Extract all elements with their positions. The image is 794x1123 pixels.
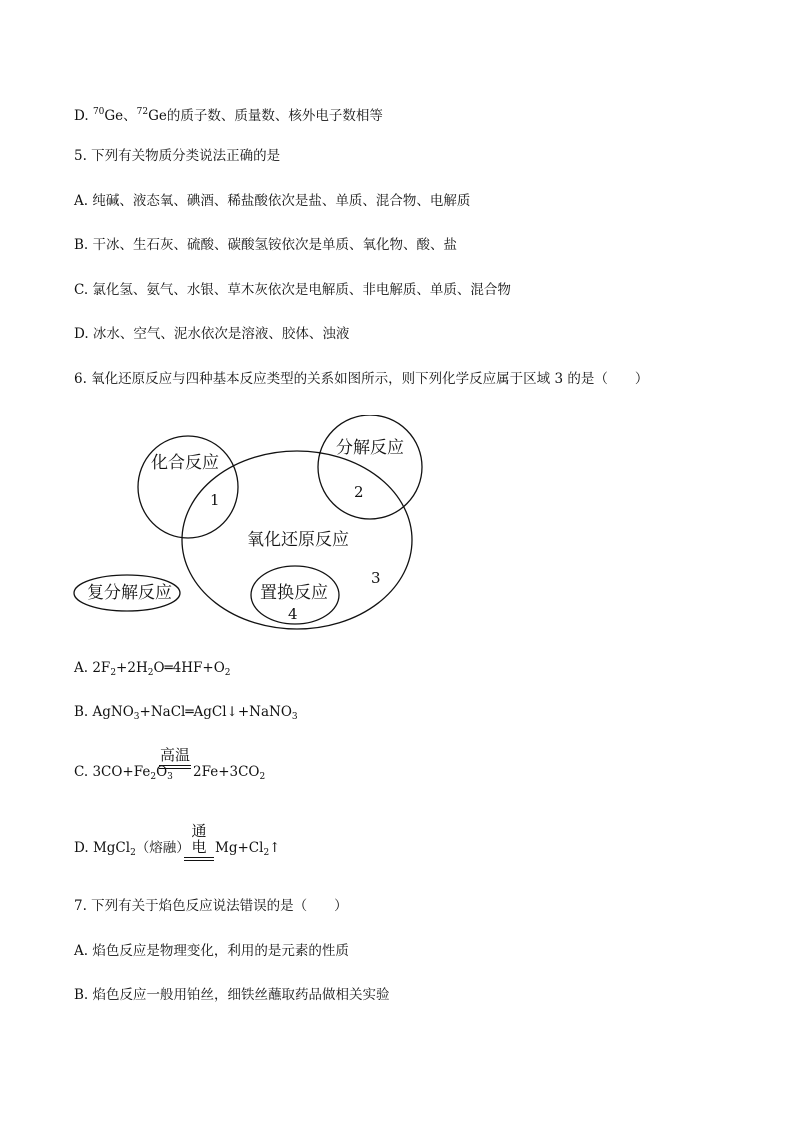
double-displacement-label: 复分解反应 (87, 583, 172, 603)
q6-stem: 6. 氧化还原反应与四种基本反应类型的关系如图所示，则下列化学反应属于区域 3 的是（ ） (74, 371, 649, 387)
isotope-mass-70: 70 (92, 107, 105, 117)
q6-option-c: C. $3CO+Fe_2O_3$ (74, 764, 173, 782)
high-temperature-condition: 高温 (159, 747, 191, 769)
q7-stem: 7. 下列有关于焰色反应说法错误的是（ ） (74, 898, 348, 914)
q5-option-a: A. 纯碱、液态氧、碘酒、稀盐酸依次是盐、单质、混合物、电解质 (74, 193, 471, 209)
decomposition-label: 分解反应 (336, 438, 404, 458)
q5-option-c: C. 氯化氢、氨气、水银、草木灰依次是电解质、非电解质、单质、混合物 (74, 282, 511, 298)
electrolysis-condition: 通电 (184, 823, 214, 861)
region-4-label: 4 (288, 605, 298, 623)
q5-option-b: B. 干冰、生石灰、硫酸、碳酸氢铵依次是单质、氧化物、酸、盐 (74, 237, 458, 253)
region-3-label: 3 (371, 569, 381, 587)
reaction-types-venn-diagram (70, 415, 430, 640)
redox-label: 氧化还原反应 (247, 530, 349, 550)
equals-sign (159, 765, 191, 769)
region-1-label: 1 (210, 491, 220, 509)
q6-option-a: A. $2F_2+2H_2O═4HF+O_2$ (74, 660, 231, 678)
isotope-mass-72: 72 (136, 107, 149, 117)
q6-option-d-products: $Mg+Cl_2↑$ (215, 840, 281, 858)
q4-option-d: D. $^{70}$Ge、$^{72}$Ge的质子数、质量数、核外电子数相等 (74, 107, 383, 124)
q5-stem: 5. 下列有关物质分类说法正确的是 (74, 148, 281, 164)
decomposition-circle (318, 415, 422, 519)
combination-label: 化合反应 (151, 453, 219, 473)
combination-circle (138, 436, 238, 538)
q7-option-a: A. 焰色反应是物理变化，利用的是元素的性质 (74, 943, 349, 959)
q6-option-c-products: $2Fe+3CO_2$ (193, 764, 266, 782)
q7-option-b: B. 焰色反应一般用铂丝，细铁丝蘸取药品做相关实验 (74, 987, 390, 1003)
q6-option-b: B. AgNO$_3$+NaCl═AgCl↓+NaNO$_3$ (74, 704, 298, 722)
q5-option-d: D. 冰水、空气、泥水依次是溶液、胶体、浊液 (74, 326, 350, 342)
equals-sign (184, 857, 214, 861)
single-displacement-label: 置换反应 (260, 583, 328, 603)
q6-option-d: D. MgCl$_2$（熔融） (74, 840, 190, 858)
region-2-label: 2 (354, 483, 364, 501)
